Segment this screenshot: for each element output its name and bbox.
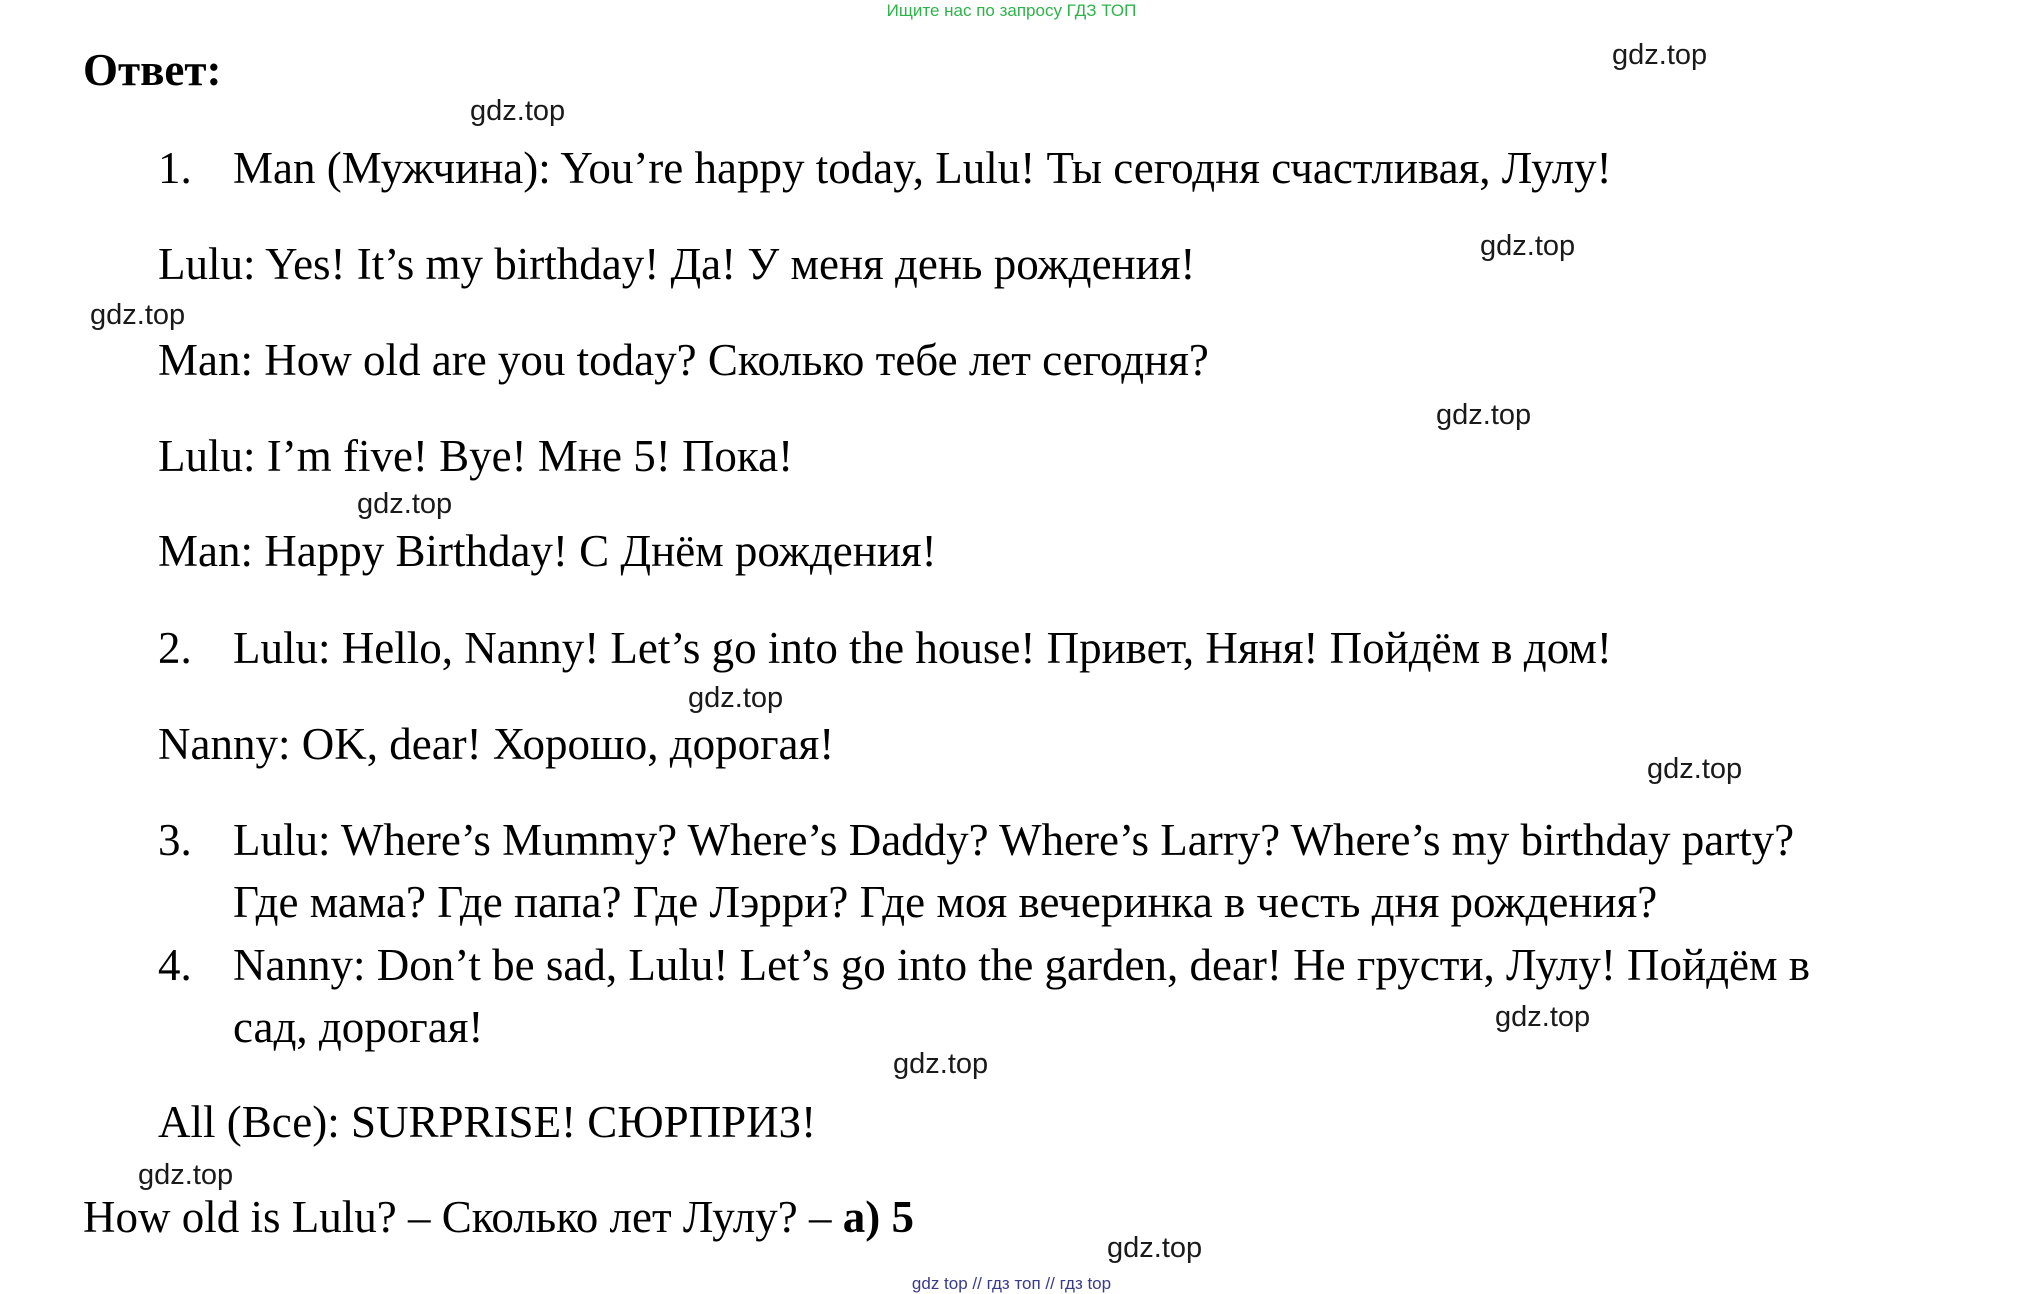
dialogue-line-4: Lulu: I’m five! Bye! Мне 5! Пока! xyxy=(158,431,794,481)
item-number-2: 2. xyxy=(158,623,192,673)
watermark: gdz.top xyxy=(1480,230,1576,262)
dialogue-line-8: Lulu: Where’s Mummy? Where’s Daddy? Where’s Larry? Where’s my birthday party? xyxy=(233,815,1795,865)
question-answer: а) 5 xyxy=(842,1192,914,1242)
watermark: gdz.top xyxy=(357,488,453,520)
item-number-4: 4. xyxy=(158,940,192,990)
watermark: gdz.top xyxy=(138,1159,234,1191)
dialogue-line-10: Nanny: Don’t be sad, Lulu! Let’s go into the garden, dear! Не грусти, Лулу! Пойдём в xyxy=(233,940,1810,990)
top-banner: Ищите нас по запросу ГДЗ ТОП xyxy=(886,1,1137,20)
watermark: gdz.top xyxy=(1495,1001,1591,1033)
dialogue-line-11: сад, дорогая! xyxy=(233,1002,484,1052)
dialogue-line-1: Man (Мужчина): You’re happy today, Lulu! Ты сегодня счастливая, Лулу! xyxy=(233,143,1612,193)
dialogue-line-9: Где мама? Где папа? Где Лэрри? Где моя вечеринка в честь дня рождения? xyxy=(233,877,1658,927)
dialogue-line-12: All (Все): SURPRISE! СЮРПРИЗ! xyxy=(158,1097,817,1147)
bottom-banner: gdz top // гдз топ // гдз top xyxy=(911,1274,1112,1293)
answer-heading: Ответ: xyxy=(83,45,222,95)
watermark: gdz.top xyxy=(688,682,784,714)
watermark: gdz.top xyxy=(1612,39,1708,71)
watermark: gdz.top xyxy=(893,1048,989,1080)
dialogue-line-5: Man: Happy Birthday! С Днём рождения! xyxy=(158,526,937,576)
question-text: How old is Lulu? – Сколько лет Лулу? – xyxy=(83,1192,843,1242)
question-line xyxy=(83,1191,914,1243)
watermark: gdz.top xyxy=(1436,399,1532,431)
watermark: gdz.top xyxy=(90,299,186,331)
item-number-3: 3. xyxy=(158,815,192,865)
dialogue-line-6: Lulu: Hello, Nanny! Let’s go into the house! Привет, Няня! Пойдём в дом! xyxy=(233,623,1612,673)
item-number-1: 1. xyxy=(158,143,192,193)
dialogue-line-3: Man: How old are you today? Сколько тебе лет сегодня? xyxy=(158,335,1209,385)
dialogue-line-7: Nanny: OK, dear! Хорошо, дорогая! xyxy=(158,719,835,769)
watermark: gdz.top xyxy=(1107,1232,1203,1264)
watermark: gdz.top xyxy=(1647,753,1743,785)
dialogue-line-2: Lulu: Yes! It’s my birthday! Да! У меня день рождения! xyxy=(158,239,1196,289)
watermark: gdz.top xyxy=(470,95,566,127)
